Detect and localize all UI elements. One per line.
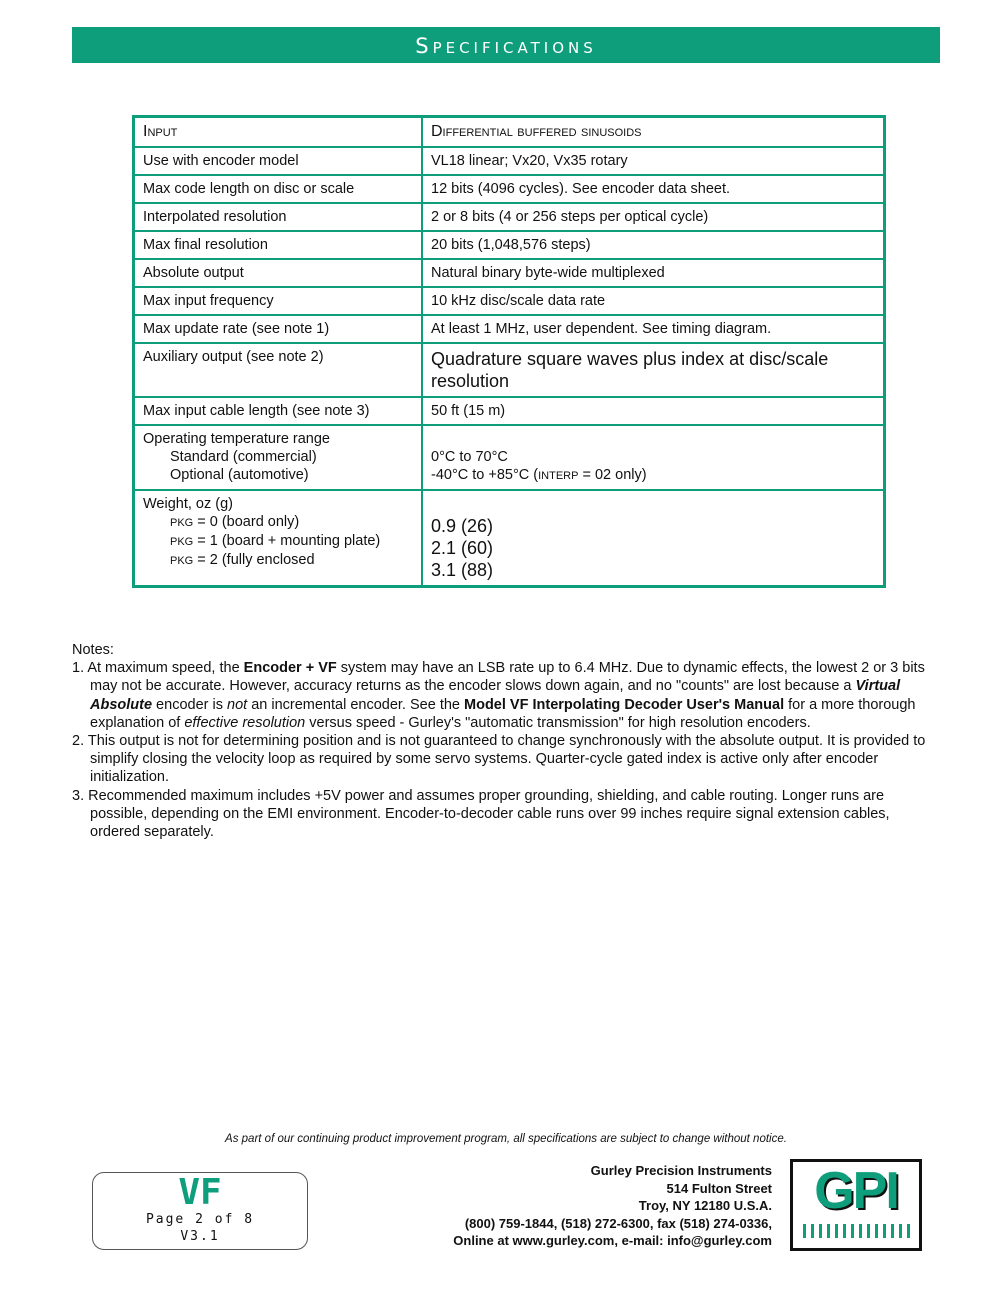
note-italic-text: effective resolution	[184, 714, 306, 731]
weight-option-text: = 0 (board only)	[193, 514, 300, 530]
online-contact: Online at www.gurley.com, e-mail: info@gurley.com	[453, 1233, 772, 1248]
spec-value	[422, 490, 885, 587]
table-row	[134, 315, 885, 343]
spec-label: Interpolated resolution	[134, 203, 423, 231]
note-italic-text: not	[227, 696, 248, 713]
notes-title: Notes:	[72, 642, 114, 658]
note-1	[72, 659, 940, 732]
temp-optional-text: = 02 only)	[578, 467, 647, 483]
model-name: VF	[178, 1172, 222, 1213]
logo-bars	[793, 1224, 919, 1238]
note-bold-italic-text: Virtual Absolute	[90, 678, 901, 713]
spec-label: Max final resolution	[134, 231, 423, 259]
spec-value: 50 ft (15 m)	[422, 397, 885, 425]
weight-option	[143, 532, 413, 551]
logo-text: GPI	[814, 1162, 898, 1220]
spec-label: Absolute output	[134, 259, 423, 287]
spec-label: Use with encoder model	[134, 147, 423, 175]
temp-standard-label: Standard (commercial)	[170, 449, 317, 465]
note-text: an incremental encoder. See the	[247, 696, 465, 713]
note-text: for a more thorough explanation of	[90, 696, 916, 731]
version: V3.1	[180, 1229, 220, 1244]
notes-section	[72, 641, 940, 841]
table-row	[134, 397, 885, 425]
note-text: 1. At maximum speed, the	[72, 660, 244, 677]
spec-value: 10 kHz disc/scale data rate	[422, 287, 885, 315]
weight-label: Weight, oz (g)	[143, 496, 233, 512]
weight-value: 3.1 (88)	[431, 560, 494, 580]
interp-keyword: INTERP	[538, 470, 579, 482]
pkg-keyword: PKG	[170, 517, 194, 529]
weight-value: 2.1 (60)	[431, 538, 494, 558]
spec-value: Quadrature square waves plus index at disc/scale resolution	[422, 343, 885, 397]
pkg-keyword: PKG	[170, 536, 194, 548]
weight-option	[143, 513, 413, 532]
temp-label: Operating temperature range	[143, 431, 330, 447]
spec-label: Max update rate (see note 1)	[134, 315, 423, 343]
table-row	[134, 147, 885, 175]
temp-optional-value	[431, 466, 875, 485]
table-row	[134, 490, 885, 587]
weight-option	[143, 551, 413, 570]
spec-table	[132, 115, 886, 588]
table-row	[134, 287, 885, 315]
phone: (800) 759-1844, (518) 272-6300, fax (518) 274-0336,	[464, 1215, 772, 1231]
header-cell: Differential buffered sinusoids	[422, 117, 885, 148]
gpi-logo	[790, 1159, 922, 1251]
spec-label: Auxiliary output (see note 2)	[134, 343, 423, 397]
weight-value: 0.9 (26)	[431, 516, 494, 536]
weight-option-text: = 2 (fully enclosed	[193, 552, 315, 568]
spec-value: 20 bits (1,048,576 steps)	[422, 231, 885, 259]
weight-option-text: = 1 (board + mounting plate)	[193, 533, 381, 549]
spec-label: Max input frequency	[134, 287, 423, 315]
section-banner: Specifications	[72, 27, 940, 63]
note-3: 3. Recommended maximum includes +5V power and assumes proper grounding, shielding, and cable routing. Longer runs are possible, depending on the EMI environment. Encoder-to-decoder cable runs over 99 inches require signal extension cables, ordered separately.	[72, 787, 890, 841]
spec-value	[422, 425, 885, 490]
table-row	[134, 343, 885, 397]
spec-label: Max input cable length (see note 3)	[134, 397, 423, 425]
temp-optional-text: -40°C to +85°C (	[431, 467, 539, 483]
spec-value: Natural binary byte-wide multiplexed	[422, 259, 885, 287]
note-text: encoder is	[152, 696, 227, 713]
page-badge	[92, 1172, 308, 1250]
spec-value: 12 bits (4096 cycles). See encoder data sheet.	[422, 175, 885, 203]
table-row	[134, 231, 885, 259]
company-name: Gurley Precision Instruments	[590, 1163, 772, 1178]
spec-label	[134, 490, 423, 587]
temp-standard-value: 0°C to 70°C	[431, 449, 508, 465]
page-number: Page 2 of 8	[145, 1212, 255, 1227]
disclaimer: As part of our continuing product improvement program, all specifications are subject to change without notice.	[225, 1133, 787, 1145]
table-row	[134, 259, 885, 287]
street: 514 Fulton Street	[666, 1180, 772, 1196]
note-bold-text: Encoder + VF	[243, 660, 337, 677]
spec-value: 2 or 8 bits (4 or 256 steps per optical cycle)	[422, 203, 885, 231]
spec-label: Max code length on disc or scale	[134, 175, 423, 203]
note-2: 2. This output is not for determining position and is not guaranteed to change synchronously with the absolute output. It is provided to simplify closing the velocity loop as required by some servo systems. Quarter-cycle gated index is active only after encoder initialization.	[72, 733, 926, 786]
pkg-keyword: PKG	[170, 555, 194, 567]
table-row	[134, 425, 885, 490]
table-row	[134, 203, 885, 231]
spec-value: At least 1 MHz, user dependent. See timing diagram.	[422, 315, 885, 343]
header-cell: Input	[134, 117, 423, 148]
note-text: versus speed - Gurley's "automatic transmission" for high resolution encoders.	[305, 714, 811, 731]
manual-reference: Model VF Interpolating Decoder User's Manual	[464, 696, 785, 713]
table-row	[134, 175, 885, 203]
table-header-row	[134, 117, 885, 148]
note-text: system may have an LSB rate up to 6.4 MHz. Due to dynamic effects, the lowest 2 or 3 bits may not be accurate. However, accuracy returns as the encoder slows down again, and no "counts" are lost because a	[90, 660, 925, 695]
spec-value: VL18 linear; Vx20, Vx35 rotary	[422, 147, 885, 175]
temp-optional-label: Optional (automotive)	[170, 467, 309, 483]
company-address	[380, 1162, 772, 1250]
spec-label	[134, 425, 423, 490]
city: Troy, NY 12180 U.S.A.	[638, 1198, 772, 1213]
